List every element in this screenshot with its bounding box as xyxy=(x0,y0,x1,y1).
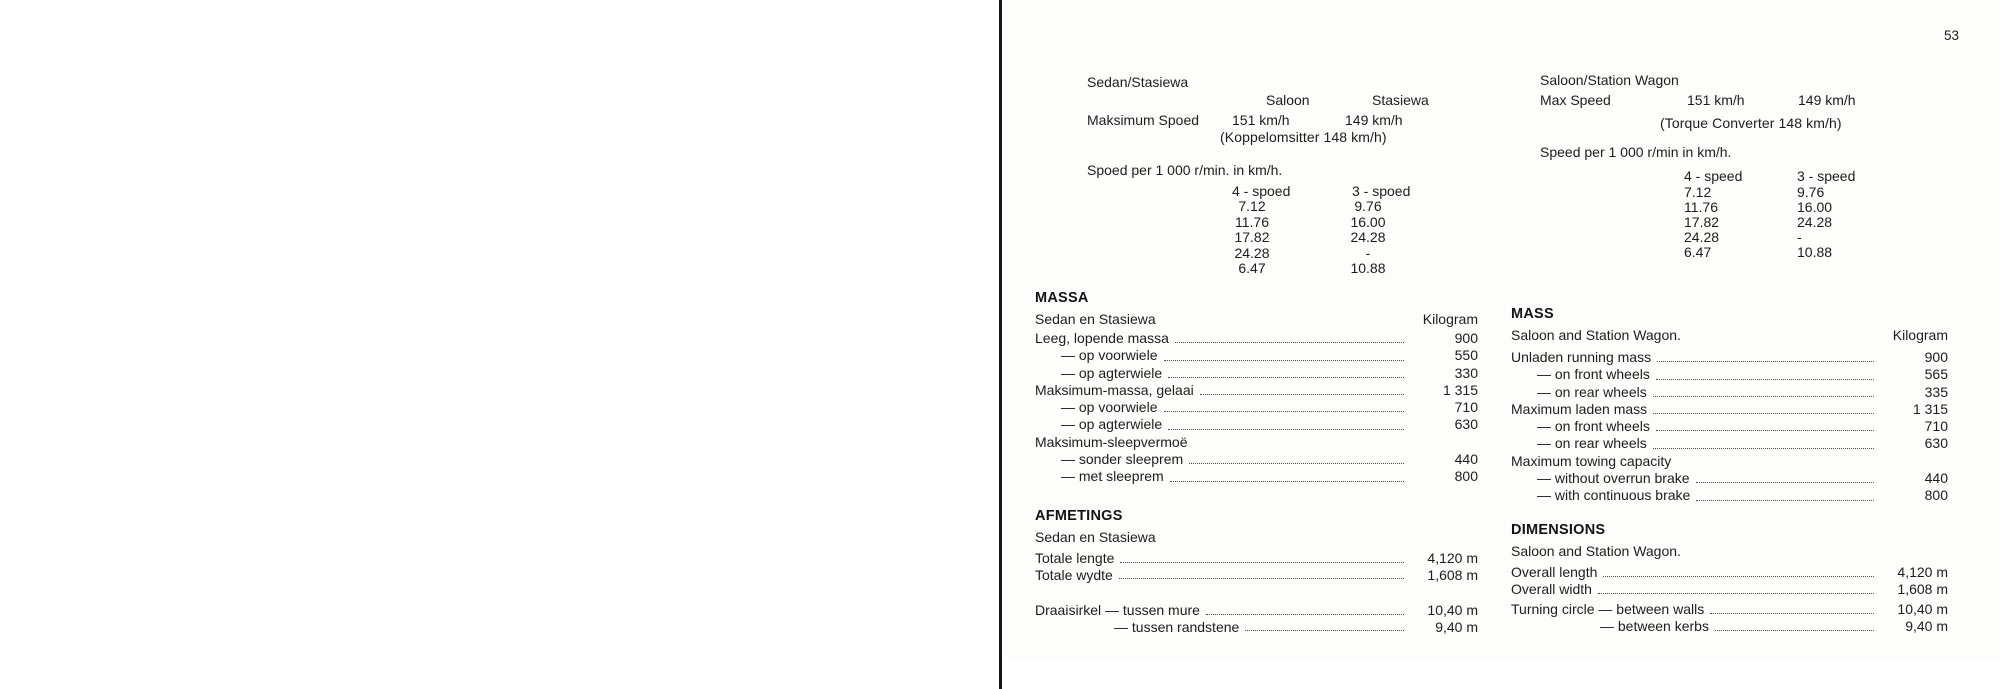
max-speed-wagon-value-en: 149 km/h xyxy=(1798,92,1856,108)
stasiewa-column-header: Stasiewa xyxy=(1372,92,1429,108)
spec-row: Maksimum-massa, gelaai 1 315 xyxy=(1035,381,1478,398)
gear-ratio-value: 24.28 xyxy=(1350,229,1386,246)
dotted-leader xyxy=(1710,613,1874,614)
gear-ratio-value: 17.82 xyxy=(1684,213,1720,230)
saloon-column-header: Saloon xyxy=(1266,92,1310,108)
gear-ratio-value: 6.47 xyxy=(1238,260,1266,277)
spec-row: — without overrun brake 440 xyxy=(1537,470,1948,487)
right-top-title: Saloon/Station Wagon xyxy=(1540,72,1679,88)
gear-ratio-value: - xyxy=(1797,228,1802,245)
spec-row: Leeg, lopende massa 900 xyxy=(1035,330,1478,346)
dotted-leader xyxy=(1653,396,1874,397)
gear-ratio-value: 11.76 xyxy=(1684,198,1718,215)
dotted-leader xyxy=(1245,630,1404,631)
spec-row: — on rear wheels 630 xyxy=(1537,435,1948,452)
section-subheading: Saloon and Station Wagon. xyxy=(1511,327,1681,343)
max-speed-saloon-value-en: 151 km/h xyxy=(1687,92,1745,108)
gear-ratio-value: 11.76 xyxy=(1235,213,1269,230)
dotted-leader xyxy=(1168,429,1404,430)
dotted-leader xyxy=(1189,463,1404,464)
spec-row: Unladen running mass 900 xyxy=(1511,349,1948,365)
dotted-leader xyxy=(1120,562,1404,563)
spec-row: — op agterwiele 630 xyxy=(1061,416,1478,433)
spec-row: — op voorwiele 550 xyxy=(1061,347,1478,364)
max-speed-saloon-value-af: 151 km/h xyxy=(1232,112,1290,128)
speed-per-1000-heading-en: Speed per 1 000 r/min in km/h. xyxy=(1540,144,1732,160)
dotted-leader xyxy=(1164,360,1405,361)
dotted-leader xyxy=(1696,482,1874,483)
torque-converter-note-af: (Koppelomsitter 148 km/h) xyxy=(1220,129,1387,145)
section-mass xyxy=(1511,304,1948,505)
left-top-title: Sedan/Stasiewa xyxy=(1087,74,1189,90)
dotted-leader xyxy=(1168,377,1404,378)
dotted-leader xyxy=(1206,614,1404,615)
spec-row: — on front wheels 710 xyxy=(1537,418,1948,435)
section-dimensions xyxy=(1511,520,1948,635)
gear-header-3speed: 3 - speed xyxy=(1797,168,1856,184)
gear-ratios-4speed xyxy=(1684,185,1746,259)
spec-row: Maksimum-sleepvermoë xyxy=(1035,433,1188,450)
spec-row: — sonder sleeprem 440 xyxy=(1061,451,1478,468)
dotted-leader xyxy=(1715,630,1874,631)
spec-rows xyxy=(1035,330,1478,486)
page-divider-line xyxy=(999,0,1002,689)
gear-ratios-3speed xyxy=(1797,185,1859,259)
dotted-leader xyxy=(1656,379,1874,380)
spec-rows xyxy=(1035,550,1478,635)
spec-row: — op voorwiele 710 xyxy=(1061,399,1478,416)
gear-ratio-value: 10.88 xyxy=(1797,243,1833,260)
spec-row: — met sleeprem 800 xyxy=(1061,468,1478,485)
dotted-leader xyxy=(1653,448,1874,449)
dotted-leader xyxy=(1653,413,1874,414)
gear-header-3spoed: 3 - spoed xyxy=(1352,183,1411,199)
spec-row: Draaisirkel — tussen mure 10,40 m xyxy=(1035,602,1478,618)
gear-ratio-value: 7.12 xyxy=(1238,198,1266,214)
section-subheading: Sedan en Stasiewa xyxy=(1035,529,1156,545)
gear-ratio-value: 10.88 xyxy=(1350,260,1386,277)
dotted-leader xyxy=(1656,430,1874,431)
section-subheading: Sedan en Stasiewa xyxy=(1035,311,1156,327)
gear-ratio-value: 7.12 xyxy=(1684,184,1712,200)
spec-row: — with continuous brake 800 xyxy=(1537,487,1948,504)
max-speed-label-en: Max Speed xyxy=(1540,92,1611,108)
unit-header: Kilogram xyxy=(1892,327,1948,343)
max-speed-label-af: Maksimum Spoed xyxy=(1087,112,1200,128)
spec-row: Overall width 1,608 m xyxy=(1511,581,1948,597)
spec-row: — op agterwiele 330 xyxy=(1061,364,1478,381)
spec-row: Overall length 4,120 m xyxy=(1511,564,1948,580)
spec-row: — tussen randstene 9,40 m xyxy=(1114,618,1478,635)
spec-rows xyxy=(1511,564,1948,635)
gear-ratios-4spoed xyxy=(1224,199,1280,277)
dotted-leader xyxy=(1170,481,1404,482)
gear-ratio-value: 24.28 xyxy=(1234,244,1270,261)
gear-ratio-value: 9.76 xyxy=(1354,198,1382,214)
spec-rows xyxy=(1511,349,1948,505)
dotted-leader xyxy=(1603,576,1874,577)
section-subheading: Saloon and Station Wagon. xyxy=(1511,543,1681,559)
gear-ratio-value: - xyxy=(1365,244,1371,261)
gear-ratios-3spoed xyxy=(1340,199,1396,277)
page-number: 53 xyxy=(1944,28,1960,43)
section-heading: MASS xyxy=(1511,306,1554,322)
dotted-leader xyxy=(1200,394,1404,395)
spec-row: Totale wydte 1,608 m xyxy=(1035,566,1478,583)
gear-ratio-value: 9.76 xyxy=(1797,184,1825,200)
speed-per-1000-heading-af: Spoed per 1 000 r/min. in km/h. xyxy=(1087,162,1283,178)
section-heading: MASSA xyxy=(1035,290,1089,306)
spec-row: Maximum towing capacity xyxy=(1511,452,1672,469)
dotted-leader xyxy=(1164,411,1405,412)
spec-row: Totale lengte 4,120 m xyxy=(1035,550,1478,566)
spec-row: Turning circle — between walls 10,40 m xyxy=(1511,601,1948,617)
spec-row: — on front wheels 565 xyxy=(1537,366,1948,383)
dotted-leader xyxy=(1696,500,1874,501)
gear-ratio-value: 16.00 xyxy=(1797,198,1833,215)
spec-row: — between kerbs 9,40 m xyxy=(1600,618,1948,634)
dotted-leader xyxy=(1598,593,1874,594)
unit-header: Kilogram xyxy=(1422,311,1478,327)
gear-ratio-value: 16.00 xyxy=(1350,213,1386,230)
spec-row: Maximum laden mass 1 315 xyxy=(1511,400,1948,417)
spec-row: — on rear wheels 335 xyxy=(1537,383,1948,400)
section-heading: DIMENSIONS xyxy=(1511,522,1606,538)
gear-ratio-value: 6.47 xyxy=(1684,243,1712,260)
section-afmetings xyxy=(1035,506,1478,635)
section-massa xyxy=(1035,288,1478,486)
gear-ratio-value: 24.28 xyxy=(1797,213,1833,230)
dotted-leader xyxy=(1657,361,1874,362)
section-heading: AFMETINGS xyxy=(1035,508,1123,524)
gear-header-4speed: 4 - speed xyxy=(1684,168,1743,184)
gear-ratio-value: 17.82 xyxy=(1234,229,1270,246)
max-speed-stasiewa-value-af: 149 km/h xyxy=(1345,112,1403,128)
gear-ratio-value: 24.28 xyxy=(1684,228,1720,245)
gear-header-4spoed: 4 - spoed xyxy=(1232,183,1291,199)
dotted-leader xyxy=(1175,342,1404,343)
dotted-leader xyxy=(1119,578,1404,579)
torque-converter-note-en: (Torque Converter 148 km/h) xyxy=(1660,115,1842,131)
